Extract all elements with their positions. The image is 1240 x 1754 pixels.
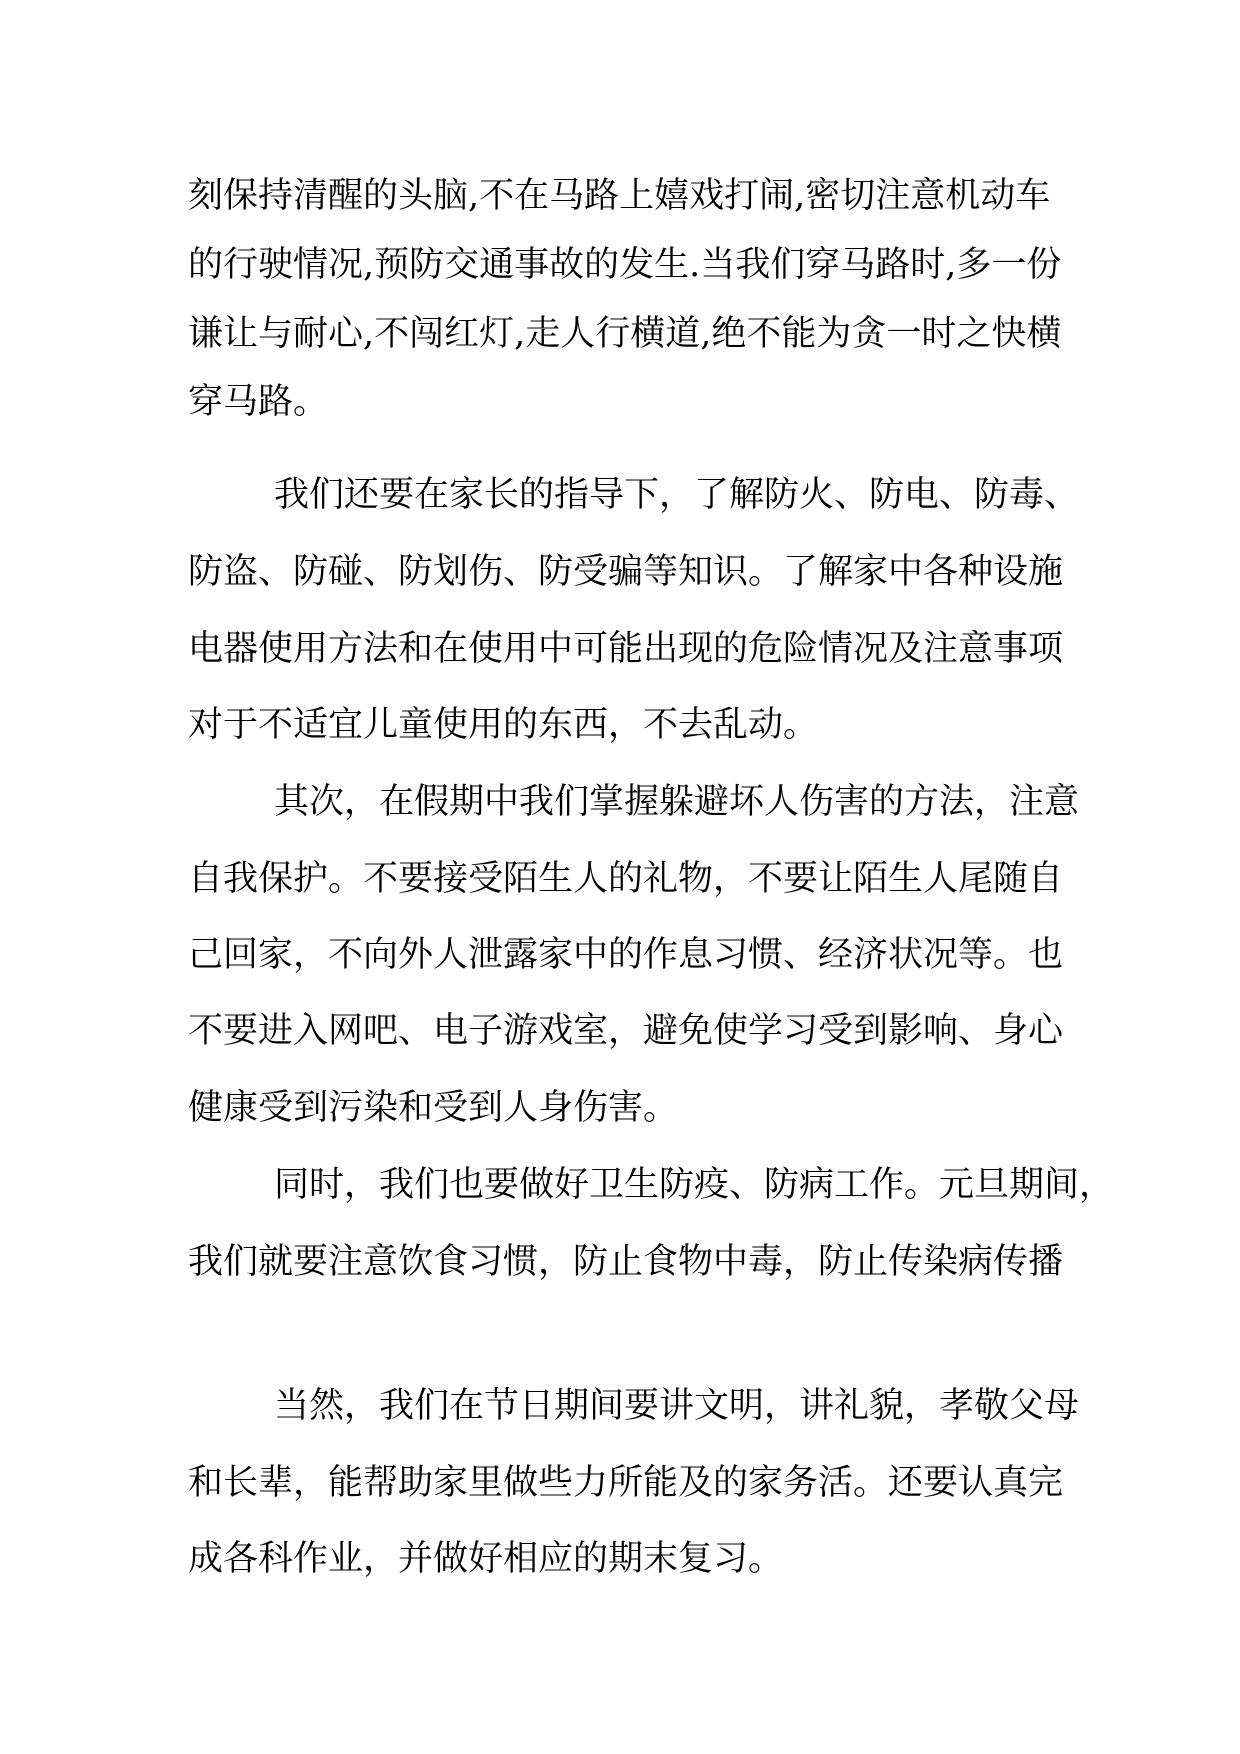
text-line: 不要进入网吧、电子游戏室，避免使学习受到影响、身心 [188,1011,1064,1051]
text-line: 防盗、防碰、防划伤、防受骗等知识。了解家中各种设施 [188,552,1064,592]
text-line: 成各科作业，并做好相应的期末复习。 [188,1539,784,1579]
text-line: 我们就要注意饮食习惯，防止食物中毒，防止传染病传播 [188,1242,1064,1282]
paragraph-first-line: 当然，我们在节日期间要讲文明，讲礼貌，孝敬父母 [274,1386,1080,1426]
text-line: 对于不适宜儿童使用的东西，不去乱动。 [188,705,819,745]
text-line: 穿马路。 [188,382,329,422]
text-line: 刻保持清醒的头脑,不在马路上嬉戏打闹,密切注意机动车 [188,176,1051,216]
text-line: 己回家，不向外人泄露家中的作息习惯、经济状况等。也 [188,935,1064,975]
text-line: 电器使用方法和在使用中可能出现的危险情况及注意事项 [188,629,1064,669]
text-line: 自我保护。不要接受陌生人的礼物，不要让陌生人尾随自 [188,859,1064,899]
text-line: 健康受到污染和受到人身伤害。 [188,1088,679,1128]
paragraph-first-line: 我们还要在家长的指导下，了解防火、防电、防毒、 [274,475,1080,515]
paragraph-first-line: 其次，在假期中我们掌握躲避坏人伤害的方法，注意 [274,782,1080,822]
paragraph-first-line: 同时，我们也要做好卫生防疫、防病工作。元旦期间， [274,1165,1115,1205]
text-line: 的行驶情况,预防交通事故的发生.当我们穿马路时,多一份 [188,245,1062,285]
text-line: 和长辈，能帮助家里做些力所能及的家务活。还要认真完 [188,1463,1064,1503]
text-line: 谦让与耐心,不闯红灯,走人行横道,绝不能为贪一时之快横 [188,314,1062,354]
